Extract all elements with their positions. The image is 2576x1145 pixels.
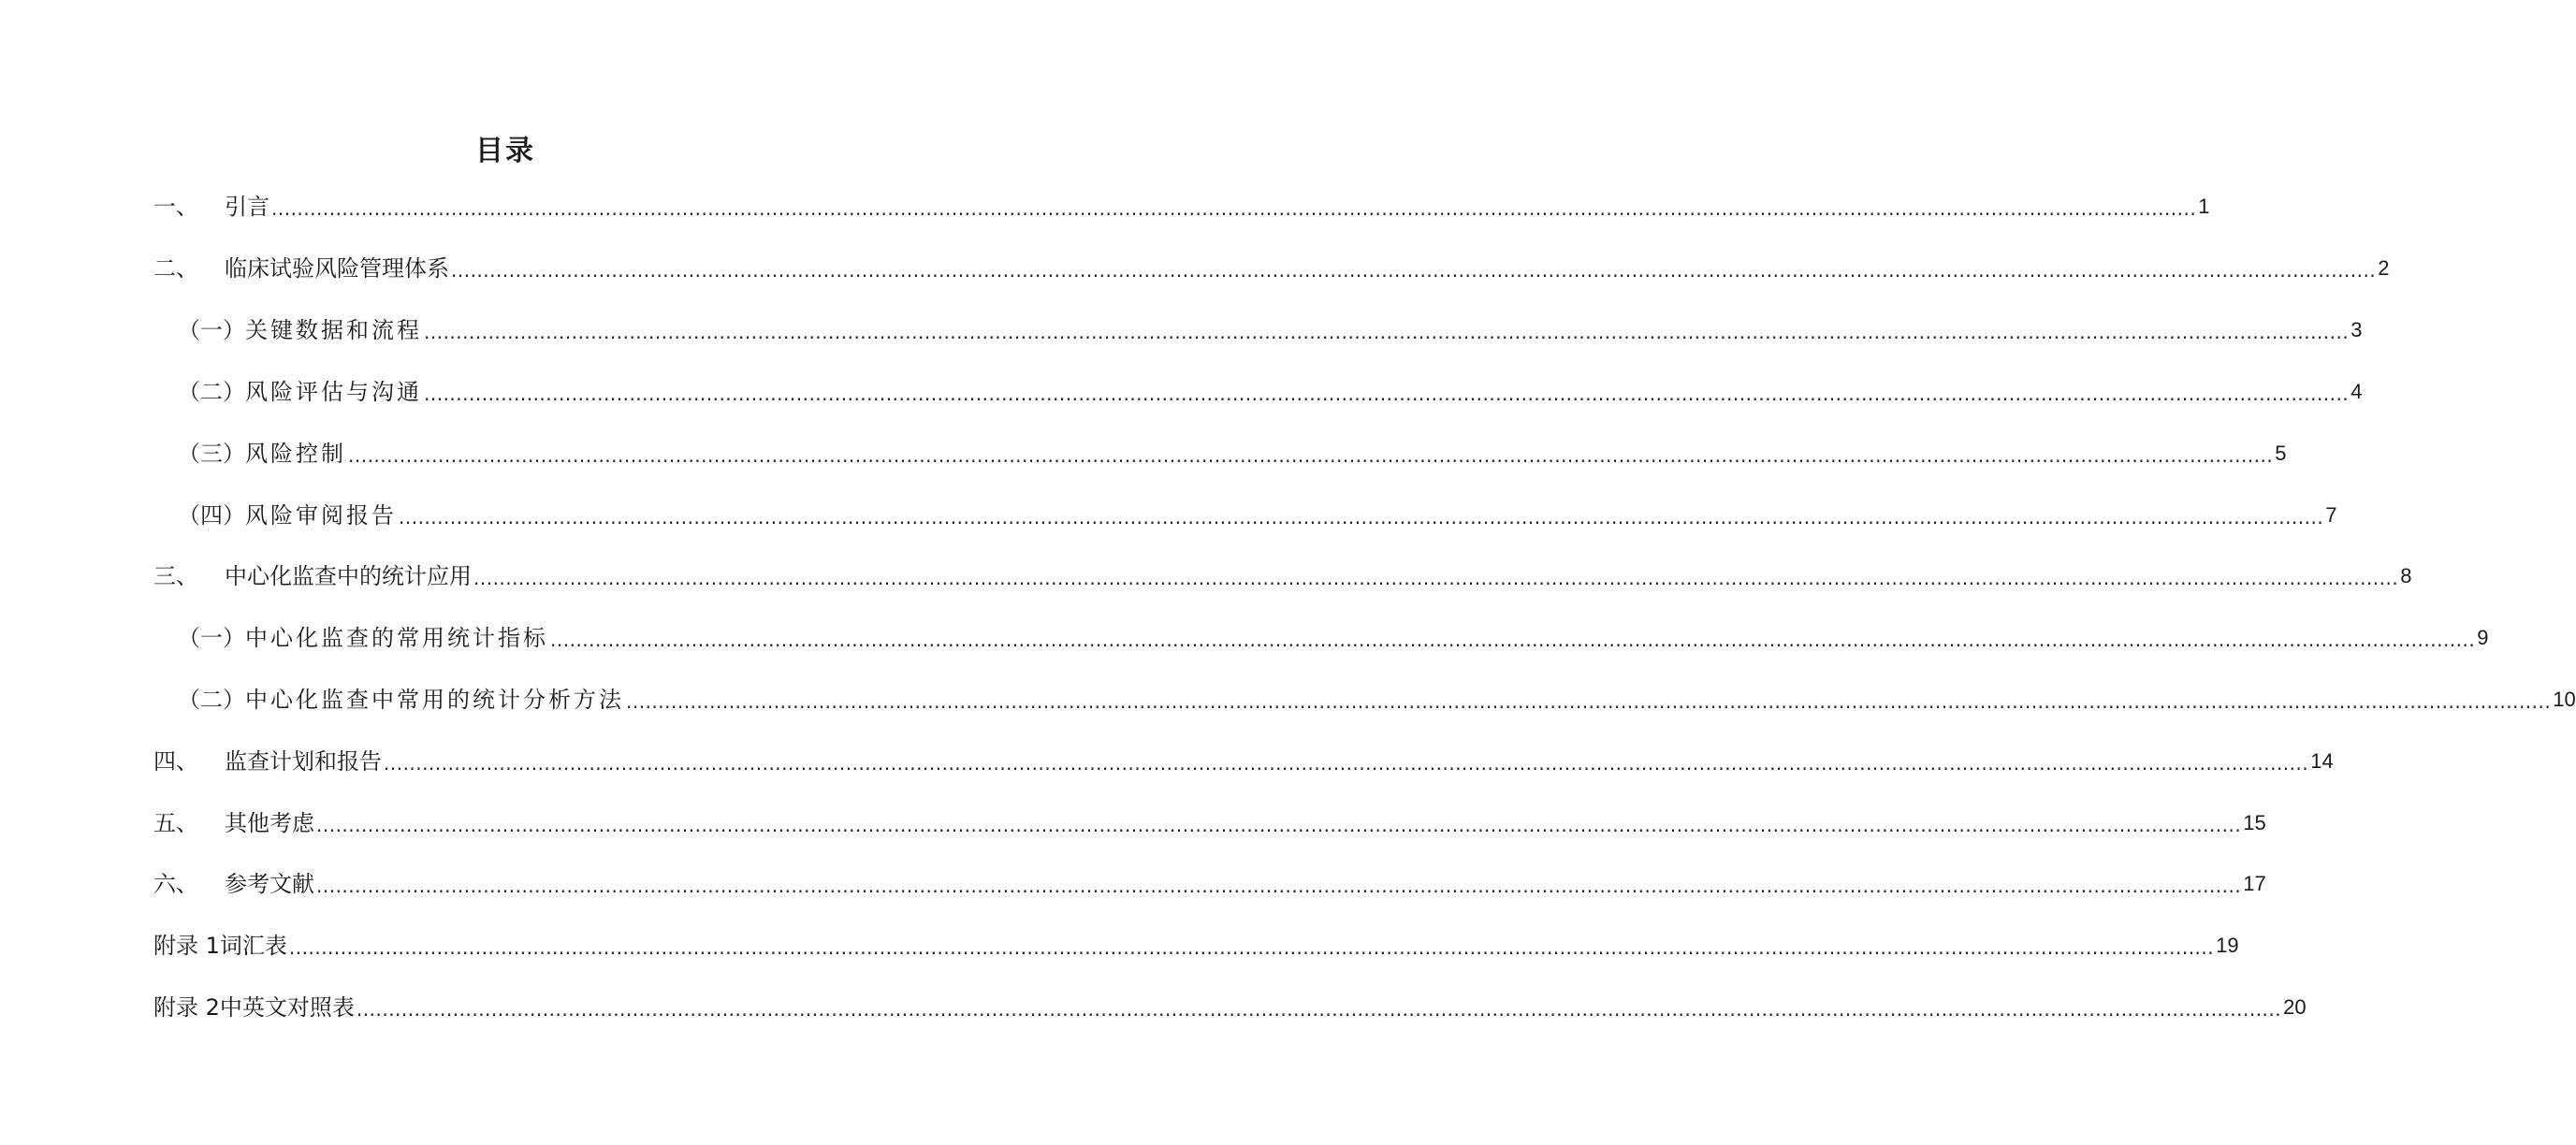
toc-entry-label: 引言 xyxy=(225,194,269,220)
toc-subentry[interactable] xyxy=(178,496,2337,529)
toc-entry-number: （三） xyxy=(178,441,245,467)
toc-entry-page: 20 xyxy=(2283,995,2307,1019)
toc-entry-label: 中心化监查的常用统计指标 xyxy=(245,625,548,651)
toc-entry-number: 六、 xyxy=(153,871,198,897)
toc-entry[interactable] xyxy=(153,249,2390,283)
toc-entry[interactable] xyxy=(153,804,2266,837)
toc-entry-label: 风险控制 xyxy=(245,441,346,467)
toc-leader-dots: ............................................................................................................................................................................................................................................................................................................ xyxy=(316,875,2242,897)
toc-leader-dots: ............................................................................................................................................................................................................................................................................................................ xyxy=(271,197,2197,220)
toc-leader-dots: ............................................................................................................................................................................................................................................................................................................ xyxy=(451,259,2377,282)
toc-entry-number: 二、 xyxy=(153,255,198,282)
toc-entry-number: 五、 xyxy=(153,810,198,836)
toc-entry-label: 中心化监查中常用的统计分析方法 xyxy=(245,687,624,713)
toc-leader-dots: ............................................................................................................................................................................................................................................................................................................ xyxy=(288,936,2215,959)
toc-entry-page: 5 xyxy=(2275,442,2287,465)
toc-appendix-entry[interactable] xyxy=(153,988,2307,1022)
toc-leader-dots: ............................................................................................................................................................................................................................................................................................................ xyxy=(626,690,2552,713)
toc-entry-label: 风险审阅报告 xyxy=(245,502,397,529)
toc-entry-page: 19 xyxy=(2216,934,2239,957)
toc-entry-number: （二） xyxy=(178,687,245,713)
toc-entry-number: （四） xyxy=(178,502,245,529)
toc-leader-dots: ............................................................................................................................................................................................................................................................................................................ xyxy=(384,752,2309,775)
toc-leader-dots: ............................................................................................................................................................................................................................................................................................................ xyxy=(424,383,2350,405)
toc-entry-page: 10 xyxy=(2553,688,2576,711)
toc-entry[interactable] xyxy=(153,557,2412,590)
toc-entry[interactable] xyxy=(153,864,2266,898)
page-title: 目录 xyxy=(475,135,535,167)
toc-entry-page: 17 xyxy=(2243,872,2266,895)
toc-entry-label: 中心化监查中的统计应用 xyxy=(225,563,472,589)
toc-subentry[interactable] xyxy=(178,618,2489,652)
toc-leader-dots: ............................................................................................................................................................................................................................................................................................................ xyxy=(399,506,2324,529)
toc-entry-page: 14 xyxy=(2310,749,2334,773)
toc-entry-label: 参考文献 xyxy=(225,871,314,897)
toc-entry-number: 一、 xyxy=(153,194,198,220)
toc-entry-label: 风险评估与沟通 xyxy=(245,379,422,405)
toc-subentry[interactable] xyxy=(178,680,2576,714)
toc-entry-number: 附录 1 xyxy=(153,933,220,959)
toc-entry-number: 附录 2 xyxy=(153,994,220,1021)
toc-entry-label: 中英文对照表 xyxy=(219,994,355,1021)
toc-entry-label: 监查计划和报告 xyxy=(225,748,382,775)
toc-entry-number: （二） xyxy=(178,379,245,405)
toc-entry-number: 四、 xyxy=(153,748,198,775)
toc-subentry[interactable] xyxy=(178,311,2363,344)
toc-entry-number: 三、 xyxy=(153,563,198,589)
toc-entry-page: 3 xyxy=(2350,318,2363,341)
toc-entry[interactable] xyxy=(153,187,2210,221)
toc-leader-dots: ............................................................................................................................................................................................................................................................................................................ xyxy=(316,814,2242,836)
toc-entry-label: 词汇表 xyxy=(219,933,287,959)
toc-entry-number: （一） xyxy=(178,625,245,651)
toc-entry-page: 8 xyxy=(2400,564,2412,587)
toc-subentry[interactable] xyxy=(178,434,2287,468)
toc-entry-page: 9 xyxy=(2477,626,2489,649)
toc-subentry[interactable] xyxy=(178,372,2363,406)
toc-leader-dots: ............................................................................................................................................................................................................................................................................................................ xyxy=(424,321,2350,343)
toc-entry-page: 15 xyxy=(2243,811,2266,834)
toc-entry[interactable] xyxy=(153,742,2334,775)
toc-leader-dots: ............................................................................................................................................................................................................................................................................................................ xyxy=(356,998,2282,1021)
toc-entry-page: 1 xyxy=(2198,195,2210,218)
toc-leader-dots: ............................................................................................................................................................................................................................................................................................................ xyxy=(348,444,2274,467)
toc-entry-page: 7 xyxy=(2325,503,2337,527)
toc-leader-dots: ............................................................................................................................................................................................................................................................................................................ xyxy=(473,567,2399,589)
toc-entry-page: 4 xyxy=(2350,380,2363,403)
toc-appendix-entry[interactable] xyxy=(153,926,2239,960)
toc-entry-label: 其他考虑 xyxy=(225,810,314,836)
toc-entry-label: 关键数据和流程 xyxy=(245,317,422,343)
toc-entry-number: （一） xyxy=(178,317,245,343)
toc-entry-label: 临床试验风险管理体系 xyxy=(225,255,449,282)
toc-leader-dots: ............................................................................................................................................................................................................................................................................................................ xyxy=(550,629,2476,651)
toc-entry-page: 2 xyxy=(2378,256,2390,280)
